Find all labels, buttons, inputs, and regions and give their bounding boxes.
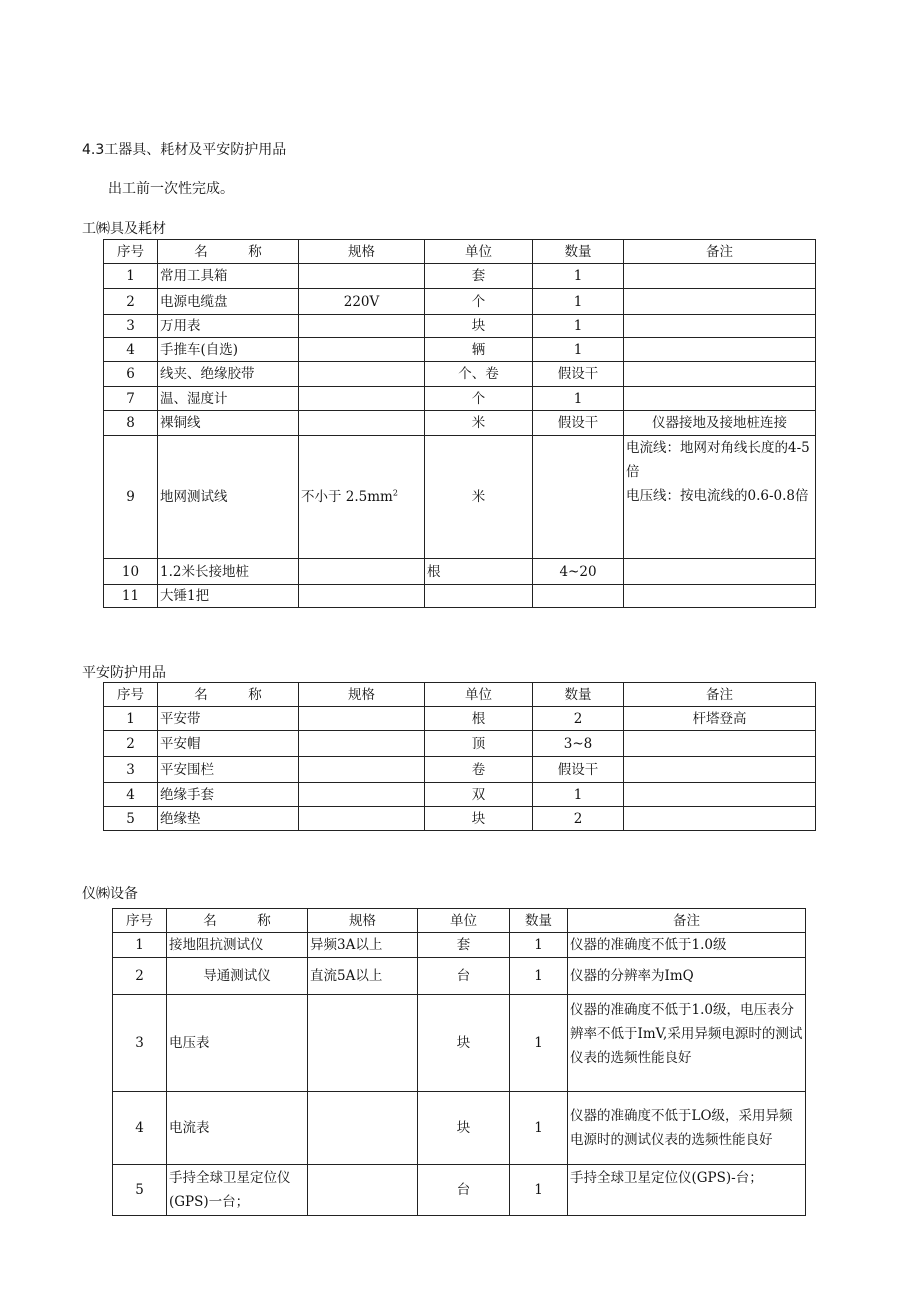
col-header-remark: 备注 <box>624 683 816 707</box>
cell-spec <box>299 783 425 807</box>
cell-qty: 1 <box>510 958 568 995</box>
table-header-row <box>104 240 816 264</box>
cell-spec <box>308 995 418 1092</box>
cell-unit: 台 <box>418 1165 510 1216</box>
cell-unit: 块 <box>425 315 533 338</box>
section-intro: 出工前一次性完成。 <box>108 181 234 197</box>
cell-spec: 直流5A以上 <box>308 958 418 995</box>
cell-qty: 2 <box>533 707 624 731</box>
cell-name: 电压表 <box>167 995 308 1092</box>
cell-unit: 个 <box>425 289 533 315</box>
col-header-spec: 规格 <box>299 683 425 707</box>
cell-qty: 1 <box>533 264 624 289</box>
cell-qty: 1 <box>510 933 568 958</box>
cell-unit: 双 <box>425 783 533 807</box>
col-header-spec: 规格 <box>299 240 425 264</box>
cell-index: 1 <box>113 933 167 958</box>
cell-remark <box>624 585 816 608</box>
table-row <box>104 264 816 289</box>
cell-spec <box>299 264 425 289</box>
cell-qty: 1 <box>510 995 568 1092</box>
cell-qty: 1 <box>510 1165 568 1216</box>
cell-remark <box>624 289 816 315</box>
tools-table <box>103 239 816 608</box>
table-row <box>104 289 816 315</box>
cell-name: 地网测试线 <box>158 436 299 559</box>
cell-index: 2 <box>113 958 167 995</box>
cell-index: 3 <box>104 315 158 338</box>
cell-qty: 假设干 <box>533 411 624 436</box>
cell-index: 2 <box>104 289 158 315</box>
cell-unit: 块 <box>418 995 510 1092</box>
table-header-row <box>104 683 816 707</box>
cell-unit: 卷 <box>425 757 533 783</box>
cell-index: 3 <box>113 995 167 1092</box>
col-header-remark: 备注 <box>624 240 816 264</box>
table-row <box>104 707 816 731</box>
cell-remark <box>624 757 816 783</box>
table-row <box>104 315 816 338</box>
cell-qty: 3~8 <box>533 731 624 757</box>
cell-qty <box>533 436 624 559</box>
col-header-spec: 规格 <box>308 909 418 933</box>
tools-caption: 工㈱具及耗材 <box>82 221 166 237</box>
cell-spec <box>299 362 425 387</box>
cell-spec <box>299 315 425 338</box>
cell-remark: 电流线：地网对角线长度的4-5倍 电压线：按电流线的0.6-0.8倍 <box>624 436 816 559</box>
table-row <box>104 783 816 807</box>
cell-name: 平安帽 <box>158 731 299 757</box>
table-row <box>104 338 816 362</box>
cell-spec <box>299 338 425 362</box>
cell-spec <box>299 707 425 731</box>
cell-index: 9 <box>104 436 158 559</box>
cell-spec <box>308 1092 418 1165</box>
cell-index: 5 <box>104 807 158 831</box>
col-header-qty: 数量 <box>533 683 624 707</box>
cell-name: 线夹、绝缘胶带 <box>158 362 299 387</box>
cell-unit: 顶 <box>425 731 533 757</box>
cell-spec <box>299 559 425 585</box>
cell-unit: 根 <box>425 559 533 585</box>
cell-remark <box>624 807 816 831</box>
cell-qty: 1 <box>533 783 624 807</box>
cell-name: 手推车(自选) <box>158 338 299 362</box>
cell-unit: 块 <box>425 807 533 831</box>
table-row <box>104 387 816 411</box>
cell-name: 绝缘垫 <box>158 807 299 831</box>
cell-name: 平安带 <box>158 707 299 731</box>
table-row <box>113 1165 806 1216</box>
cell-index: 6 <box>104 362 158 387</box>
col-header-qty: 数量 <box>510 909 568 933</box>
instruments-caption: 仪㈱设备 <box>82 886 138 902</box>
cell-index: 8 <box>104 411 158 436</box>
cell-index: 3 <box>104 757 158 783</box>
col-header-unit: 单位 <box>425 683 533 707</box>
col-header-unit: 单位 <box>418 909 510 933</box>
table-row <box>113 933 806 958</box>
col-header-index: 序号 <box>113 909 167 933</box>
cell-qty: 4~20 <box>533 559 624 585</box>
cell-remark <box>624 315 816 338</box>
cell-index: 10 <box>104 559 158 585</box>
cell-name: 导通测试仪 <box>167 958 308 995</box>
col-header-unit: 单位 <box>425 240 533 264</box>
col-header-name: 名 称 <box>158 683 299 707</box>
instruments-table <box>112 908 806 1216</box>
cell-name: 裸铜线 <box>158 411 299 436</box>
cell-index: 11 <box>104 585 158 608</box>
cell-remark <box>624 559 816 585</box>
cell-spec: 异频3A以上 <box>308 933 418 958</box>
cell-qty: 1 <box>533 338 624 362</box>
cell-unit: 个、卷 <box>425 362 533 387</box>
cell-index: 1 <box>104 707 158 731</box>
superscript: 2 <box>392 488 398 498</box>
cell-qty: 1 <box>533 315 624 338</box>
cell-unit: 个 <box>425 387 533 411</box>
cell-name: 电流表 <box>167 1092 308 1165</box>
col-header-remark: 备注 <box>568 909 806 933</box>
cell-remark: 仪器的分辨率为ImQ <box>568 958 806 995</box>
cell-qty: 2 <box>533 807 624 831</box>
section-title: 4.3工器具、耗材及平安防护用品 <box>82 142 287 158</box>
table-row <box>104 411 816 436</box>
col-header-index: 序号 <box>104 240 158 264</box>
table-row <box>104 757 816 783</box>
cell-spec <box>299 436 425 559</box>
cell-remark <box>624 362 816 387</box>
cell-qty: 1 <box>533 289 624 315</box>
col-header-name: 名 称 <box>167 909 308 933</box>
cell-remark: 仪器的准确度不低于LO级，采用异频电源时的测试仪表的选频性能良好 <box>568 1092 806 1165</box>
cell-remark <box>624 731 816 757</box>
cell-unit: 套 <box>418 933 510 958</box>
cell-unit: 块 <box>418 1092 510 1165</box>
cell-spec-text: 不小于 2.5mm <box>301 489 393 505</box>
table-header-row <box>113 909 806 933</box>
cell-spec: 220V <box>299 289 425 315</box>
cell-spec <box>299 731 425 757</box>
table-row <box>104 585 816 608</box>
cell-spec <box>299 387 425 411</box>
table-row <box>104 436 816 559</box>
cell-qty <box>533 585 624 608</box>
table-row <box>113 995 806 1092</box>
cell-spec <box>299 757 425 783</box>
cell-remark <box>624 783 816 807</box>
col-header-qty: 数量 <box>533 240 624 264</box>
cell-qty: 1 <box>533 387 624 411</box>
table-row <box>104 731 816 757</box>
cell-remark <box>624 387 816 411</box>
cell-name: 大锤1把 <box>158 585 299 608</box>
cell-qty: 假设干 <box>533 362 624 387</box>
table-row <box>113 1092 806 1165</box>
col-header-index: 序号 <box>104 683 158 707</box>
cell-name: 常用工具箱 <box>158 264 299 289</box>
cell-name: 接地阻抗测试仪 <box>167 933 308 958</box>
cell-unit: 米 <box>425 436 533 559</box>
cell-index: 7 <box>104 387 158 411</box>
cell-unit: 辆 <box>425 338 533 362</box>
cell-remark: 仪器的准确度不低于1.0级 <box>568 933 806 958</box>
cell-qty: 1 <box>510 1092 568 1165</box>
col-header-name: 名 称 <box>158 240 299 264</box>
cell-remark: 仪器的准确度不低于1.0级，电压表分辨率不低于ImV,采用异频电源时的测试仪表的选频性能良好 <box>568 995 806 1092</box>
cell-index: 2 <box>104 731 158 757</box>
cell-spec <box>299 807 425 831</box>
cell-index: 1 <box>104 264 158 289</box>
cell-index: 4 <box>104 338 158 362</box>
cell-index: 4 <box>104 783 158 807</box>
cell-spec <box>299 411 425 436</box>
cell-unit <box>425 585 533 608</box>
cell-name: 1.2米长接地桩 <box>158 559 299 585</box>
cell-spec <box>299 585 425 608</box>
cell-remark <box>624 264 816 289</box>
safety-caption: 平安防护用品 <box>82 665 166 681</box>
table-row <box>104 362 816 387</box>
cell-unit: 米 <box>425 411 533 436</box>
cell-name: 电源电缆盘 <box>158 289 299 315</box>
cell-remark: 手持全球卫星定位仪(GPS)-台； <box>568 1165 806 1216</box>
table-row <box>104 559 816 585</box>
cell-remark: 仪器接地及接地桩连接 <box>624 411 816 436</box>
cell-name: 万用表 <box>158 315 299 338</box>
cell-unit: 套 <box>425 264 533 289</box>
cell-name: 手持全球卫星定位仪(GPS)一台； <box>167 1165 308 1216</box>
cell-remark: 杆塔登高 <box>624 707 816 731</box>
cell-qty: 假设干 <box>533 757 624 783</box>
cell-name: 绝缘手套 <box>158 783 299 807</box>
table-row <box>104 807 816 831</box>
cell-name: 温、湿度计 <box>158 387 299 411</box>
safety-table <box>103 682 816 831</box>
cell-index: 4 <box>113 1092 167 1165</box>
cell-index: 5 <box>113 1165 167 1216</box>
cell-name: 平安围栏 <box>158 757 299 783</box>
cell-remark <box>624 338 816 362</box>
cell-unit: 根 <box>425 707 533 731</box>
cell-spec <box>308 1165 418 1216</box>
cell-unit: 台 <box>418 958 510 995</box>
table-row <box>113 958 806 995</box>
